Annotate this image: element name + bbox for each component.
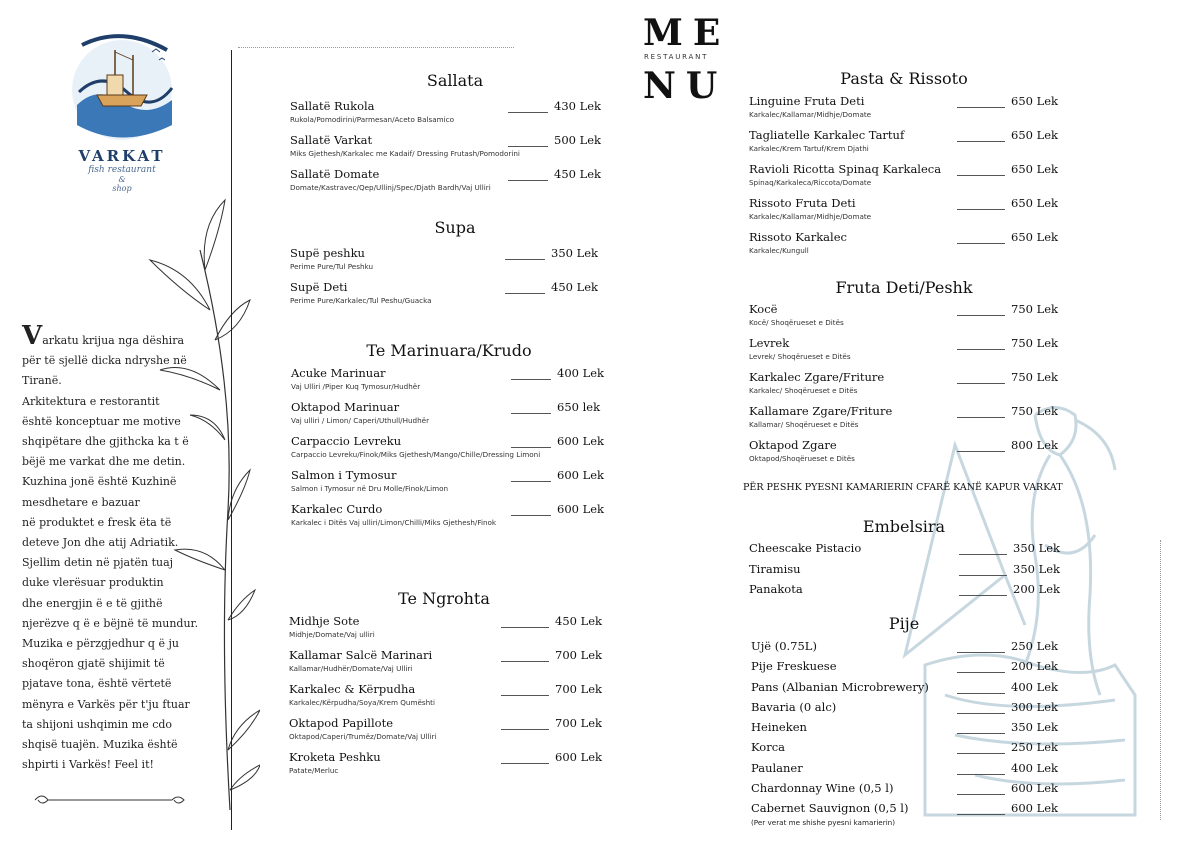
item-price: 200 Lek: [957, 659, 1058, 673]
item-name: Chardonnay Wine (0,5 l): [751, 781, 894, 796]
item-name: Kocë: [749, 302, 778, 316]
story-line: Muzika e përzgjedhur q ë ju: [22, 637, 179, 651]
item-price: 200 Lek: [959, 582, 1060, 596]
item-price: 650 Lek: [957, 162, 1058, 176]
story-line: në produktet e fresk ëta të: [22, 515, 172, 529]
story-line-text: arkatu krijua nga dëshira: [42, 334, 185, 347]
item-name: Levrek: [749, 336, 790, 350]
story-line: për të sjellë dicka ndryshe në: [22, 354, 187, 368]
item-description: Miks Gjethesh/Karkalec me Kadaif/ Dressing Frutash/Pomodorini: [290, 149, 520, 158]
story-line: mënyra e Varkës për t'ju ftuar: [22, 697, 190, 711]
item-name: Tiramisu: [749, 561, 801, 576]
item-price: 700 Lek: [501, 716, 602, 730]
dotted-rule-right: [1160, 540, 1161, 820]
item-description: Kallamar/Hudhër/Domate/Vaj Ulliri: [289, 664, 413, 673]
item-description: Vaj ulliri / Limon/ Caperi/Uthull/Hudhër: [291, 416, 430, 425]
item-price: 450 Lek: [501, 614, 602, 628]
item-description: Karkalec/Kërpudha/Soya/Krem Qumështi: [289, 698, 435, 707]
item-price: 600 Lek: [957, 801, 1058, 815]
item-name: Oktapod Papillote: [289, 716, 393, 730]
item-price: 350 Lek: [957, 720, 1058, 734]
item-name: Kallamar Salcë Marinari: [289, 648, 433, 662]
story-line: Arkitektura e restorantit: [22, 394, 160, 408]
section-title: Te Marinuara/Krudo: [366, 341, 532, 360]
item-price: 750 Lek: [957, 302, 1058, 316]
item-description: Vaj Ulliri /Piper Kuq Tymosur/Hudhër: [291, 382, 421, 391]
story-line: Tiranë.: [22, 374, 62, 388]
story-line: pjatave tona, është vërtetë: [22, 677, 172, 691]
item-price: 650 Lek: [957, 128, 1058, 142]
item-price: 650 Lek: [957, 196, 1058, 210]
item-price: 600 Lek: [511, 434, 604, 448]
item-price: 800 Lek: [957, 438, 1058, 452]
item-price: 350 Lek: [959, 562, 1060, 576]
item-description: Midhje/Domate/Vaj ulliri: [289, 630, 375, 639]
item-price: 700 Lek: [501, 648, 602, 662]
brand-shop: shop: [112, 184, 132, 193]
section-title: Sallata: [426, 71, 484, 90]
item-description: Karkalec/Kungull: [749, 246, 809, 255]
item-name: Kroketa Peshku: [289, 750, 381, 764]
item-name: Heineken: [751, 720, 807, 735]
item-price: 400 Lek: [957, 761, 1058, 775]
item-name: Oktapod Zgare: [749, 438, 837, 452]
item-price: 600 Lek: [501, 750, 602, 764]
item-price: 500 Lek: [508, 133, 601, 147]
item-price: 430 Lek: [508, 99, 601, 113]
item-price: 350 Lek: [505, 246, 598, 260]
item-price: 750 Lek: [957, 336, 1058, 350]
item-name: Rissoto Fruta Deti: [749, 196, 856, 210]
item-description: Kallamar/ Shoqërueset e Ditës: [749, 420, 859, 429]
story-line: bëjë me varkat dhe me detin.: [22, 455, 186, 469]
story-line: shpirti i Varkës! Feel it!: [22, 758, 154, 772]
item-name: Panakota: [749, 582, 803, 596]
item-description: Patate/Merluc: [289, 766, 339, 775]
item-price: 350 Lek: [959, 541, 1060, 555]
column-divider: [231, 50, 232, 830]
story-line: deteve Jon dhe atij Adriatik.: [22, 536, 179, 550]
brand-subtitle: fish restaurant: [88, 165, 156, 175]
wine-note: (Per verat me shishe pyesni kamarierin): [751, 818, 896, 827]
item-description: Karkalec/Kallamar/Midhje/Domate: [749, 110, 872, 119]
item-name: Supë Deti: [290, 280, 348, 294]
section-title: Fruta Deti/Peshk: [835, 278, 973, 297]
item-description: Karkalec/Kallamar/Midhje/Domate: [749, 212, 872, 221]
item-price: 400 Lek: [511, 366, 604, 380]
item-description: Oktapod/Caperi/Trumëz/Domate/Vaj Ulliri: [289, 732, 437, 741]
item-description: Perime Pure/Karkalec/Tul Peshu/Guacka: [290, 296, 432, 305]
story-line: shqisë tuajën. Muzika është: [22, 738, 178, 752]
item-name: Karkalec Zgare/Friture: [749, 370, 885, 384]
item-description: Perime Pure/Tul Peshku: [290, 262, 373, 271]
item-name: Ujë (0.75L): [751, 639, 817, 653]
item-price: 750 Lek: [957, 404, 1058, 418]
item-price: 650 Lek: [957, 230, 1058, 244]
item-description: Domate/Kastravec/Qep/Ullinj/Spec/Djath Bardh/Vaj Ulliri: [290, 183, 491, 192]
item-name: Carpaccio Levreku: [291, 434, 402, 448]
item-description: Salmon i Tymosur në Dru Molle/Finok/Limon: [291, 484, 449, 493]
menu-title-restaurant: RESTAURANT: [644, 53, 709, 61]
fish-note: PËR PESHK PYESNI KAMARIERIN CFARË KANË KAPUR VARKAT: [743, 482, 1063, 493]
story-line: shoqëron gjatë shijimit të: [22, 657, 165, 671]
item-name: Salmon i Tymosur: [291, 468, 397, 482]
story-line: duke vlerësuar produktin: [22, 576, 164, 590]
item-name: Karkalec & Kërpudha: [289, 682, 416, 696]
item-description: Kocë/ Shoqërueset e Ditës: [749, 318, 844, 327]
swirl-divider-icon: [30, 790, 190, 810]
section-title: Te Ngrohta: [398, 589, 490, 608]
item-name: Korca: [751, 740, 786, 755]
section-title: Pasta & Rissoto: [840, 69, 968, 88]
section-title: Supa: [434, 218, 476, 237]
item-price: 450 Lek: [508, 167, 601, 181]
item-name: Acuke Marinuar: [291, 366, 386, 380]
item-price: 600 Lek: [511, 468, 604, 482]
story-line: [22, 321, 214, 351]
brand-name: VARKAT: [78, 147, 166, 165]
item-name: Kallamare Zgare/Friture: [749, 404, 893, 418]
item-name: Pije Freskuese: [751, 659, 837, 674]
story-line: është konceptuar me motive: [22, 414, 181, 428]
item-name: Cabernet Sauvignon (0,5 l): [751, 801, 909, 816]
item-price: 650 lek: [511, 400, 600, 414]
item-description: Oktapod/Shoqërueset e Ditës: [749, 454, 855, 463]
item-price: 650 Lek: [957, 94, 1058, 108]
item-description: Rukola/Pomodirini/Parmesan/Aceto Balsamico: [290, 115, 454, 124]
item-name: Rissoto Karkalec: [749, 230, 847, 244]
section-title: Pije: [888, 614, 920, 633]
story-line: Kuzhina jonë është Kuzhinë: [22, 475, 177, 489]
item-price: 400 Lek: [957, 680, 1058, 694]
item-price: 250 Lek: [957, 639, 1058, 653]
dotted-rule: [238, 47, 514, 48]
story-line: njerëzve q ë e bëjnë të mundur.: [22, 616, 199, 630]
story-text: [22, 321, 214, 775]
story-line: shqipëtare dhe gjithcka ka t ë: [22, 435, 189, 449]
item-name: Pans (Albanian Microbrewery): [751, 679, 929, 694]
item-name: Sallatë Domate: [290, 167, 380, 181]
item-price: 600 Lek: [511, 502, 604, 516]
item-description: Karkalec/ Shoqërueset e Ditës: [749, 386, 858, 395]
story-dropcap: V: [22, 321, 43, 351]
item-price: 700 Lek: [501, 682, 602, 696]
item-name: Bavaria (0 alc): [751, 699, 837, 714]
story-line: dhe energjin ë e të gjithë: [22, 596, 163, 610]
item-name: Cheescake Pistacio: [749, 541, 862, 555]
item-price: 750 Lek: [957, 370, 1058, 384]
item-name: Paulaner: [751, 760, 803, 775]
item-description: Carpaccio Levreku/Finok/Miks Gjethesh/Mango/Chille/Dressing Limoni: [291, 450, 541, 459]
item-name: Midhje Sote: [289, 614, 360, 628]
item-price: 600 Lek: [957, 781, 1058, 795]
item-description: Spinaq/Karkaleca/Riccota/Domate: [749, 178, 872, 187]
item-name: Linguine Fruta Deti: [749, 94, 865, 108]
item-description: Karkalec/Krem Tartuf/Krem Djathi: [749, 144, 869, 153]
item-name: Sallatë Rukola: [290, 99, 375, 113]
item-description: Levrek/ Shoqërueset e Ditës: [749, 352, 851, 361]
item-name: Supë peshku: [290, 246, 365, 260]
brand-amp: &: [118, 175, 126, 184]
boat-logo-icon: [67, 30, 177, 145]
menu-title-top: ME: [643, 12, 731, 54]
story-line: mesdhetare e bazuar: [22, 495, 140, 509]
item-name: Tagliatelle Karkalec Tartuf: [749, 128, 905, 142]
item-name: Karkalec Curdo: [291, 502, 383, 516]
menu-title-bottom: NU: [643, 65, 728, 107]
item-name: Oktapod Marinuar: [291, 400, 400, 414]
story-line: ta shijoni ushqimin me cdo: [22, 717, 173, 731]
item-name: Ravioli Ricotta Spinaq Karkaleca: [749, 162, 942, 176]
item-price: 250 Lek: [957, 740, 1058, 754]
item-price: 450 Lek: [505, 280, 598, 294]
item-price: 300 Lek: [957, 700, 1058, 714]
item-name: Sallatë Varkat: [290, 133, 373, 147]
story-line: Sjellim detin në pjatën tuaj: [22, 556, 174, 570]
item-description: Karkalec i Ditës Vaj ulliri/Limon/Chilli/Miks Gjethesh/Finok: [291, 518, 497, 527]
section-title: Embelsira: [862, 517, 946, 536]
